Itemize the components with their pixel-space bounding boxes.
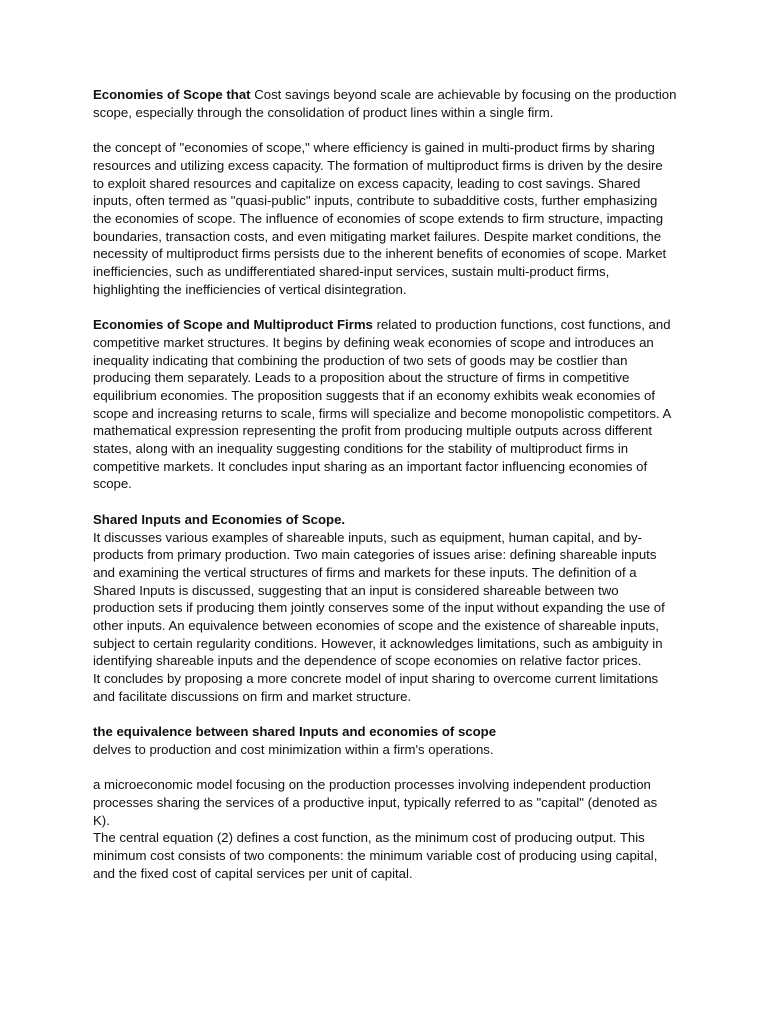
- paragraph-shared-inputs-conclusion: [93, 670, 677, 705]
- paragraph-text: It concludes by proposing a more concrete model of input sharing to overcome current limitations and facilitate discussions on firm and market structure.: [93, 671, 659, 704]
- heading-equivalence: the equivalence between shared Inputs and economies of scope: [93, 724, 497, 740]
- heading-multiproduct-firms: Economies of Scope and Multiproduct Firms: [93, 317, 373, 333]
- heading-economies-of-scope: Economies of Scope that: [93, 87, 251, 102]
- paragraph-economies-of-scope-intro: [93, 86, 677, 121]
- paragraph-production-cost-minimization: [93, 741, 677, 759]
- paragraph-text: delves to production and cost minimization within a firm's operations.: [93, 741, 494, 757]
- paragraph-text: Cost savings beyond scale are achievable by focusing on the production scope, especially through the consolidation of product lines within a single firm.: [93, 87, 677, 120]
- paragraph-text: a microeconomic model focusing on the production processes involving independent production processes sharing the services of a productive input, typically referred to as "capital" (denoted as K).: [93, 777, 658, 828]
- document-page: [93, 86, 677, 883]
- heading-shared-inputs: Shared Inputs and Economies of Scope.: [93, 511, 346, 527]
- paragraph-text: related to production functions, cost functions, and competitive market structures. It begins by defining weak economies of scope and introduces an inequality indicating that combining the production of two sets of goods may be costlier than producing them separately. Leads to a proposition about the structure of firms in competitive equilibrium economies. The proposition suggests that if an economy exhibits weak economies of scope and increasing returns to scale, firms will specialize and become monopolistic competitors. A mathematical expression representing the profit from producing multiple outputs across different states, along with an inequality suggesting conditions for the stability of multiproduct firms in competitive markets. It concludes input sharing as an important factor influencing economies of scope.: [93, 317, 671, 492]
- paragraph-cost-function: [93, 829, 677, 882]
- paragraph-text: the concept of "economies of scope," where efficiency is gained in multi-product firms by sharing resources and utilizing excess capacity. The formation of multiproduct firms is driven by the desire to exploit shared resources and capitalize on excess capacity, leading to cost savings. Shared inputs, often termed as "quasi-public" inputs, contribute to subadditive costs, further emphasizing the economies of scope. The influence of economies of scope extends to firm structure, impacting boundaries, transaction costs, and even mitigating market failures. Despite market conditions, the necessity of multiproduct firms persists due to the inherent benefits of economies of scope. Market inefficiencies, such as undifferentiated shared-input services, sustain multi-product firms, highlighting the inefficiencies of vertical disintegration.: [93, 140, 667, 297]
- paragraph-text: It discusses various examples of shareable inputs, such as equipment, human capital, and by-products from primary production. Two main categories of issues arise: defining shareable inputs and examining the vertical structures of firms and markets for these inputs. The definition of a Shared Inputs is discussed, suggesting that an input is considered shareable between two production sets if producing them jointly conserves some of the input without expanding the use of other inputs. An equivalence between economies of scope and the existence of shareable inputs, subject to certain regularity conditions. However, it acknowledges limitations, such as ambiguity in identifying shareable inputs and the dependence of scope economies on relative factor prices.: [93, 529, 665, 669]
- paragraph-multiproduct-firms: [93, 316, 677, 493]
- paragraph-shareable-inputs: [93, 529, 677, 671]
- heading-shared-inputs-paragraph: [93, 511, 677, 529]
- heading-equivalence-paragraph: [93, 723, 677, 741]
- paragraph-text: The central equation (2) defines a cost function, as the minimum cost of producing output. This minimum cost consists of two components: the minimum variable cost of producing using capital, and the fixed cost of capital services per unit of capital.: [93, 830, 658, 881]
- paragraph-microeconomic-model: [93, 776, 677, 829]
- paragraph-concept-economies-of-scope: [93, 139, 677, 298]
